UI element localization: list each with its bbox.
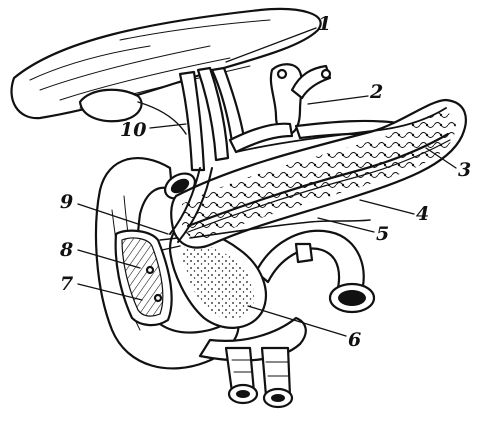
label-9: 9 xyxy=(60,191,74,213)
label-6: 6 xyxy=(348,329,362,351)
bile-duct-vessels xyxy=(180,68,244,170)
label-7: 7 xyxy=(60,273,74,295)
label-2: 2 xyxy=(370,81,384,103)
label-3: 3 xyxy=(458,159,472,181)
label-8: 8 xyxy=(60,239,74,261)
label-5: 5 xyxy=(376,223,390,245)
label-4: 4 xyxy=(416,203,430,225)
jejunum-loop xyxy=(256,231,374,312)
label-10: 10 xyxy=(120,119,147,141)
label-1: 1 xyxy=(318,13,332,35)
